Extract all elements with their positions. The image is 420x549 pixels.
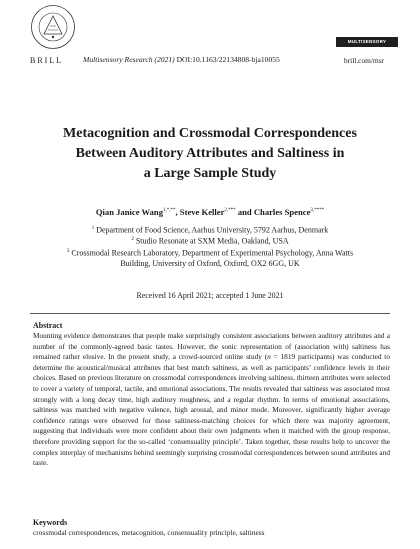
- affiliation: $^3$ Crossmodal Research Laboratory, Department of Experimental Psychology, Anna Watts Building, University of Oxford, Oxford, OX2 6GG, UK: [66, 248, 354, 268]
- divider: [30, 313, 390, 314]
- journal-citation: [83, 55, 280, 64]
- title-line: a Large Sample Study: [143, 166, 277, 181]
- author-marks: 3,****: [310, 208, 325, 214]
- author-name: Steve Keller: [179, 207, 225, 217]
- author-list: Qian Janice Wang$^{1,*,**}$, Steve Keller$^{2,***}$ and Charles Spence$^{3,****}$: [95, 207, 325, 217]
- author-name: Qian Janice Wang: [95, 207, 163, 217]
- affiliation: $^2$ Studio Resonate at SXM Media, Oakland, USA: [131, 236, 289, 246]
- publisher-name: BRILL: [30, 56, 64, 65]
- brill-seal-logo: [30, 4, 76, 50]
- title-line: Between Auditory Attributes and Saltiness in: [75, 146, 345, 161]
- received-dates: Received 16 April 2021; accepted 1 June 2021: [136, 291, 284, 300]
- title-line: Metacognition and Crossmodal Correspondences: [63, 126, 357, 141]
- doi: DOI:10.1163/22134808-bja10055: [176, 55, 280, 64]
- affiliation: $^1$ Department of Food Science, Aarhus University, 5792 Aarhus, Denmark: [91, 225, 329, 235]
- author-marks: 2,***: [224, 208, 236, 214]
- author-name: Charles Spence: [253, 207, 311, 217]
- keywords-heading: Keywords: [33, 518, 68, 527]
- abstract-text: Mounting evidence demonstrates that people make surprisingly consistent associations between auditory attributes and a number of the commonly-agreed basic tastes. However, the sonic representation of (association with) saltiness has remained rather elusive. In the present study, a crowd-sourced online study (n = 1819 participants) was conducted to determine the acoustical/musical attributes that best match saltiness, as well as participants’ confidence levels in their choices. Based on previous literature on crossmodal correspondences involving saltiness, thirteen attributes were selected to cover a variety of temporal, tactile, and emotional associations. The results revealed that saltiness was associated most strongly with a long decay time, high auditory roughness, and a regular rhythm. In terms of emotional associations, saltiness was matched with negative valence, high arousal, and minor mode. Moreover, significantly higher average confidence ratings were observed for those saltiness-matching choices for which there was majority agreement, suggesting that individuals were more confident about their own judgments when it matched with the group response, therefore providing support for the so-called ‘consensuality principle’. Taken together, these results help to uncover the complex interplay of mechanisms behind seemingly surprising crossmodal correspondences between sound attributes and taste.: [33, 331, 390, 468]
- journal-name: Multisensory Research (2021): [83, 55, 175, 64]
- journal-badge: MULTISENSORY RESEARCH: [336, 37, 398, 47]
- author-marks: 1,*,**: [163, 208, 176, 214]
- journal-url[interactable]: brill.com/msr: [344, 56, 385, 65]
- keywords-text: crossmodal correspondences, metacognition, consensuality principle, saltiness: [33, 528, 265, 537]
- abstract-heading: Abstract: [33, 321, 63, 330]
- article-title: [20, 124, 400, 184]
